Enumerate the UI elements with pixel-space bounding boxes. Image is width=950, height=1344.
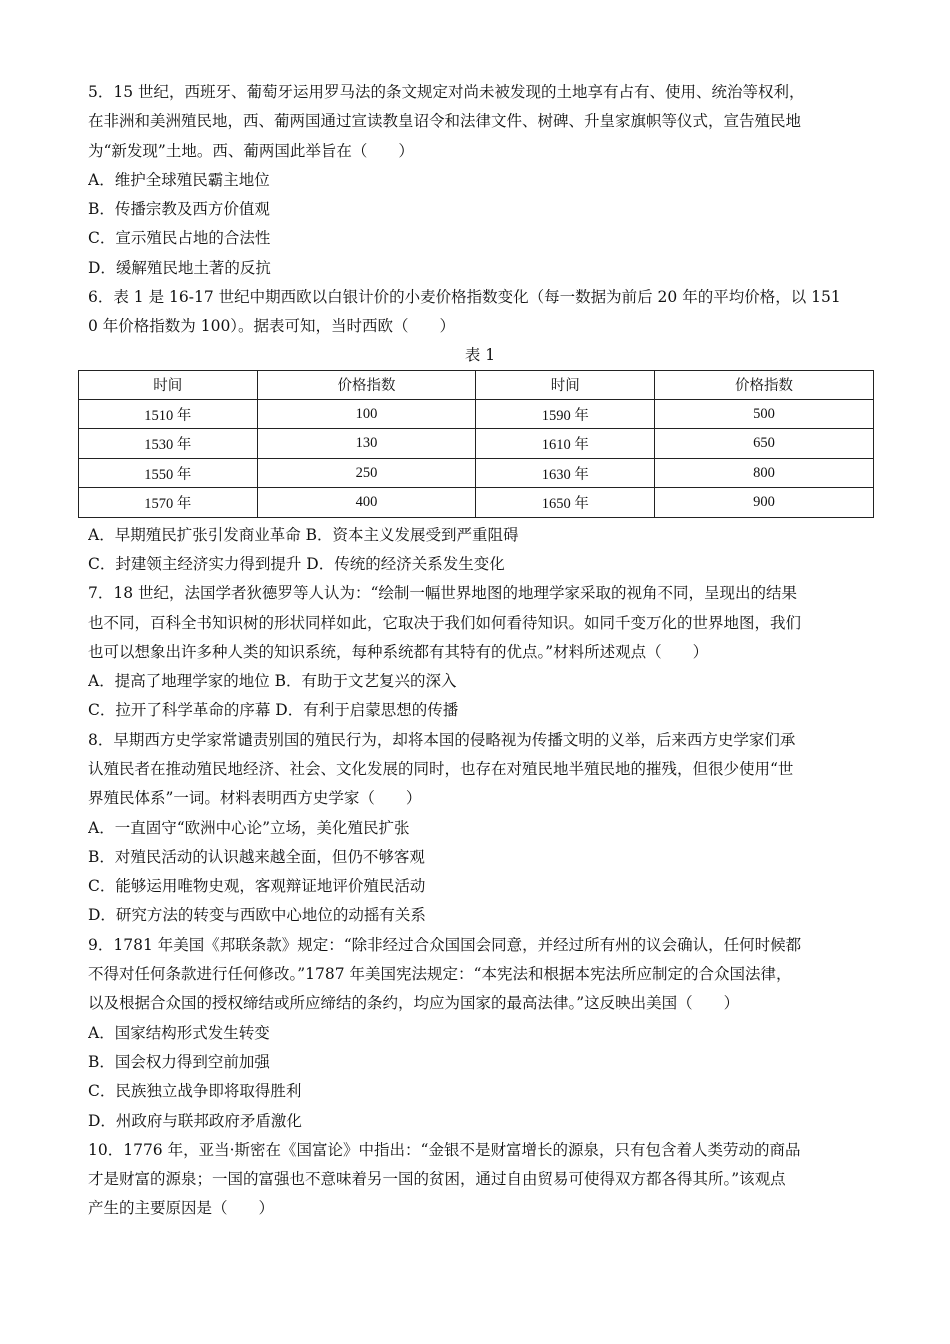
question-7-stem-line: 也不同，百科全书知识树的形状同样如此，它取决于我们如何看待知识。如同千变万化的世界地图，我们 [88, 613, 802, 632]
table-cell: 1610 年 [476, 429, 655, 458]
question-7-options-cd: C．拉开了科学革命的序幕 D．有利于启蒙思想的传播 [88, 701, 459, 720]
question-5-stem-line: 在非洲和美洲殖民地，西、葡两国通过宣读教皇诏令和法律文件、树碑、升皇家旗帜等仪式，宣告殖民地 [88, 112, 802, 131]
table-cell: 100 [257, 400, 476, 429]
table-cell: 650 [655, 429, 874, 458]
question-5-stem-line: 5．15 世纪，西班牙、葡萄牙运用罗马法的条文规定对尚未被发现的土地享有占有、使用、统治等权利， [88, 83, 805, 101]
table-cell: 250 [257, 458, 476, 487]
table-header-cell: 时间 [79, 370, 258, 399]
table-header-cell: 时间 [476, 370, 655, 399]
table-cell: 800 [655, 458, 874, 487]
table-cell: 900 [655, 488, 874, 517]
question-9-stem-line: 9．1781 年美国《邦联条款》规定：“除非经过合众国国会同意，并经过所有州的议会确认，任何时候都 [88, 935, 802, 954]
table-row [79, 488, 874, 517]
question-6-options-cd: C．封建领主经济实力得到提升 D．传统的经济关系发生变化 [88, 554, 505, 573]
question-10 [88, 1136, 872, 1224]
question-9-option-c: C．民族独立战争即将取得胜利 [88, 1082, 302, 1101]
question-7-stem-line: 也可以想象出许多种人类的知识系统，每种系统都有其特有的优点。”材料所述观点（ ） [88, 642, 709, 661]
question-8-stem-line: 认殖民者在推动殖民地经济、社会、文化发展的同时，也存在对殖民地半殖民地的摧残，但很少使用“世 [88, 760, 794, 778]
table-cell: 1510 年 [79, 400, 258, 429]
question-8-option-b: B．对殖民活动的认识越来越全面，但仍不够客观 [88, 847, 425, 866]
table-cell: 400 [257, 488, 476, 517]
question-10-stem-line: 产生的主要原因是（ ） [88, 1199, 275, 1218]
question-9-option-a: A．国家结构形式发生转变 [88, 1023, 270, 1042]
question-7-stem-line: 7．18 世纪，法国学者狄德罗等人认为：“绘制一幅世界地图的地理学家采取的视角不同，呈现出的结果 [88, 584, 797, 603]
table-cell: 1550 年 [79, 458, 258, 487]
question-8-option-a: A．一直固守“欧洲中心论”立场，美化殖民扩张 [88, 818, 410, 837]
question-6-stem-line: 6．表 1 是 16-17 世纪中期西欧以白银计价的小麦价格指数变化（每一数据为前后 20 年的平均价格，以 151 [88, 288, 841, 307]
table-cell: 500 [655, 400, 874, 429]
question-6 [88, 283, 872, 579]
question-9 [88, 931, 872, 1136]
question-5 [88, 78, 872, 283]
question-6-stem-line: 0 年价格指数为 100）。据表可知，当时西欧（ ） [88, 317, 456, 336]
table-row [79, 429, 874, 458]
table-cell: 1590 年 [476, 400, 655, 429]
table-row [79, 400, 874, 429]
question-8-option-d: D．研究方法的转变与西欧中心地位的动摇有关系 [88, 906, 426, 925]
price-index-table [78, 370, 874, 518]
question-5-option-d: D．缓解殖民地土著的反抗 [88, 258, 271, 277]
table-cell: 1530 年 [79, 429, 258, 458]
question-6-options-ab: A．早期殖民扩张引发商业革命 B．资本主义发展受到严重阻碍 [88, 525, 519, 544]
question-8-option-c: C．能够运用唯物史观，客观辩证地评价殖民活动 [88, 877, 426, 896]
table-cell: 130 [257, 429, 476, 458]
question-9-option-b: B．国会权力得到空前加强 [88, 1052, 270, 1071]
table-row [79, 458, 874, 487]
question-5-option-b: B．传播宗教及西方价值观 [88, 200, 270, 219]
question-7 [88, 579, 872, 725]
question-9-stem-line: 以及根据合众国的授权缔结或所应缔结的条约，均应为国家的最高法律。”这反映出美国（ ） [88, 994, 740, 1013]
question-5-option-a: A．维护全球殖民霸主地位 [88, 170, 270, 189]
question-5-option-c: C．宣示殖民占地的合法性 [88, 229, 271, 248]
table-header-row [79, 370, 874, 399]
question-8-stem-line: 8．早期西方史学家常谴责别国的殖民行为，却将本国的侵略视为传播文明的义举，后来西方史学家们承 [88, 730, 796, 749]
table-cell: 1650 年 [476, 488, 655, 517]
exam-page [88, 78, 872, 1224]
question-10-stem-line: 才是财富的源泉；一国的富强也不意味着另一国的贫困，通过自由贸易可使得双方都各得其所。”该观点 [88, 1170, 786, 1189]
table-header-cell: 价格指数 [257, 370, 476, 399]
table-cell: 1630 年 [476, 458, 655, 487]
question-10-stem-line: 10．1776 年，亚当·斯密在《国富论》中指出：“金银不是财富增长的源泉，只有包含着人类劳动的商品 [88, 1140, 801, 1159]
question-9-option-d: D．州政府与联邦政府矛盾激化 [88, 1111, 302, 1130]
question-8-stem-line: 界殖民体系”一词。材料表明西方史学家（ ） [88, 789, 422, 808]
question-8 [88, 726, 872, 931]
table-header-cell: 价格指数 [655, 370, 874, 399]
question-9-stem-line: 不得对任何条款进行任何修改。”1787 年美国宪法规定：“本宪法和根据本宪法所应制定的合众国法律， [88, 965, 792, 984]
question-7-options-ab: A．提高了地理学家的地位 B．有助于文艺复兴的深入 [88, 672, 457, 691]
question-5-stem-line: 为“新发现”土地。西、葡两国此举旨在（ ） [88, 141, 414, 160]
table-caption: 表 1 [464, 345, 496, 364]
table-cell: 1570 年 [79, 488, 258, 517]
